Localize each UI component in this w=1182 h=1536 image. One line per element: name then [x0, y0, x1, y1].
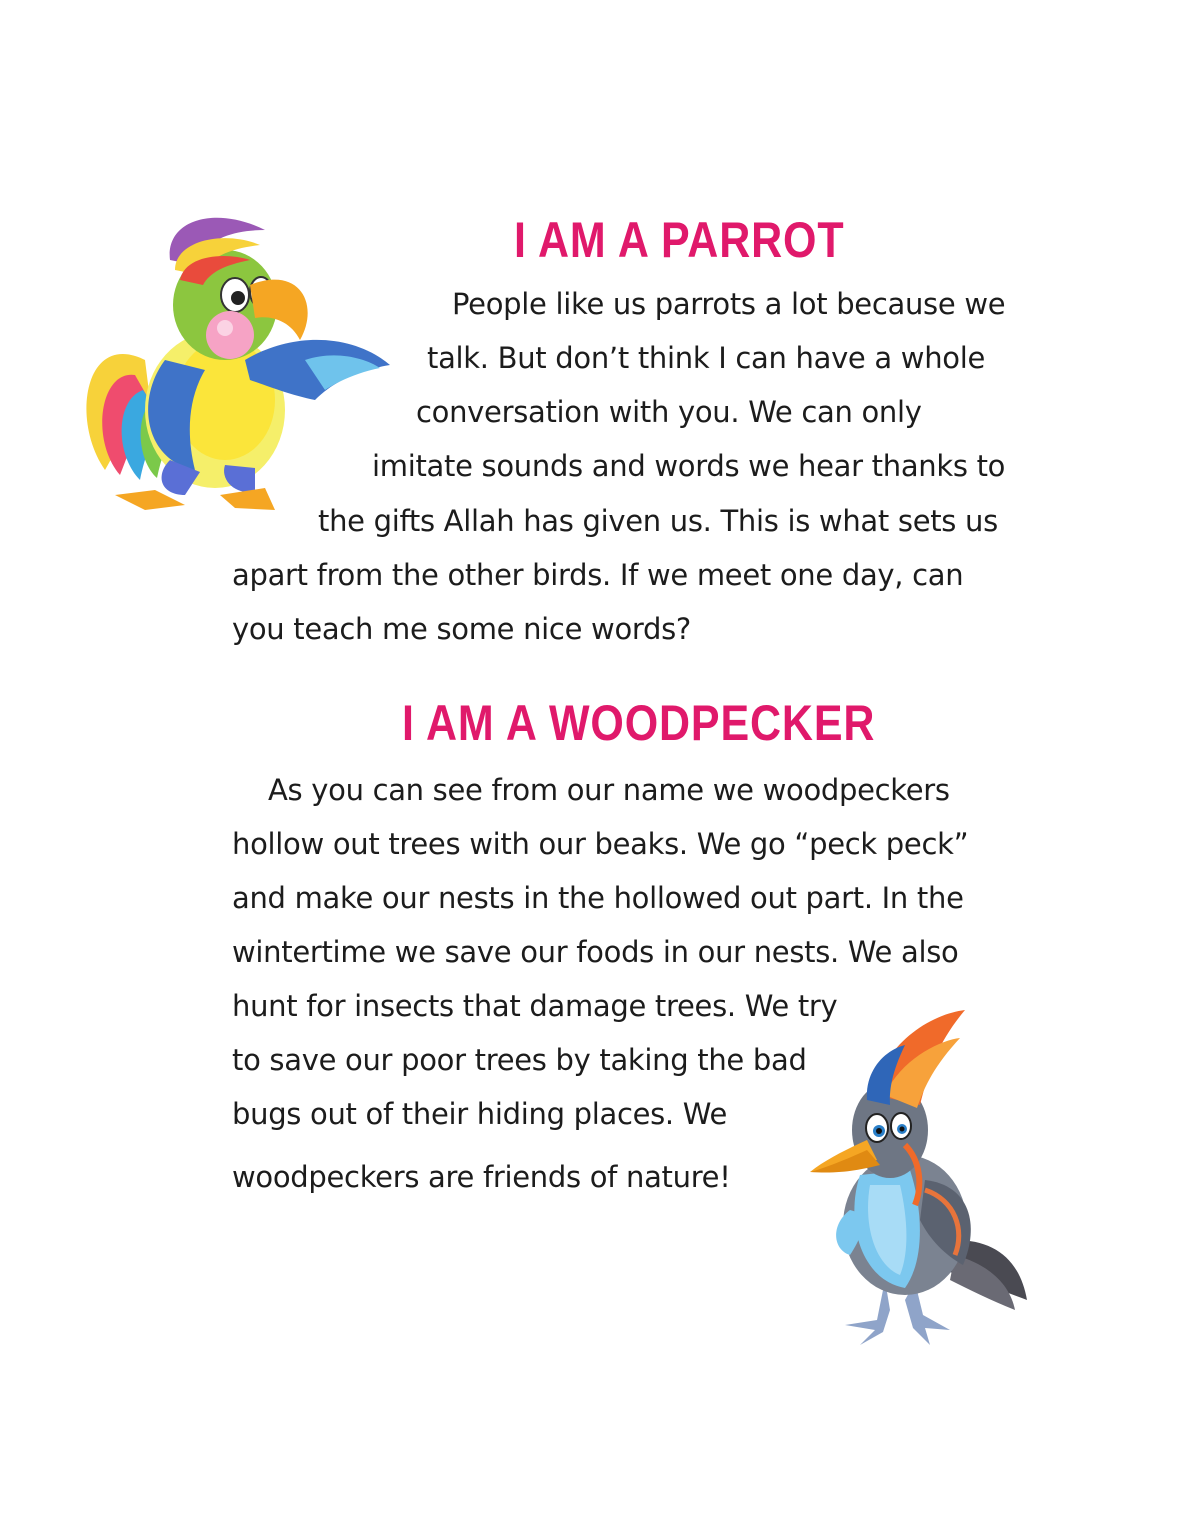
paragraph-line: to save our poor trees by taking the bad: [232, 1043, 807, 1077]
paragraph-line: talk. But don’t think I can have a whole: [427, 341, 986, 375]
paragraph-line: As you can see from our name we woodpeckers: [268, 773, 950, 807]
paragraph-line: wintertime we save our foods in our nests. We also: [232, 935, 959, 969]
paragraph-line: apart from the other birds. If we meet one day, can: [232, 558, 964, 592]
paragraph-line: bugs out of their hiding places. We: [232, 1097, 727, 1131]
paragraph-line: imitate sounds and words we hear thanks to: [372, 449, 1006, 483]
paragraph-line: and make our nests in the hollowed out part. In the: [232, 881, 964, 915]
paragraph-line: People like us parrots a lot because we: [452, 287, 1006, 321]
paragraph-line: hollow out trees with our beaks. We go “peck peck”: [232, 827, 969, 861]
parrot-title: I AM A PARROT: [514, 212, 845, 268]
paragraph-line: the gifts Allah has given us. This is what sets us: [318, 504, 998, 538]
paragraph-line: hunt for insects that damage trees. We try: [232, 989, 838, 1023]
woodpecker-illustration: [805, 1010, 1035, 1350]
parrot-illustration: [75, 210, 395, 530]
paragraph-line: woodpeckers are friends of nature!: [232, 1160, 731, 1194]
woodpecker-title: I AM A WOODPECKER: [402, 695, 876, 751]
paragraph-line: you teach me some nice words?: [232, 612, 692, 646]
paragraph-line: conversation with you. We can only: [416, 395, 922, 429]
